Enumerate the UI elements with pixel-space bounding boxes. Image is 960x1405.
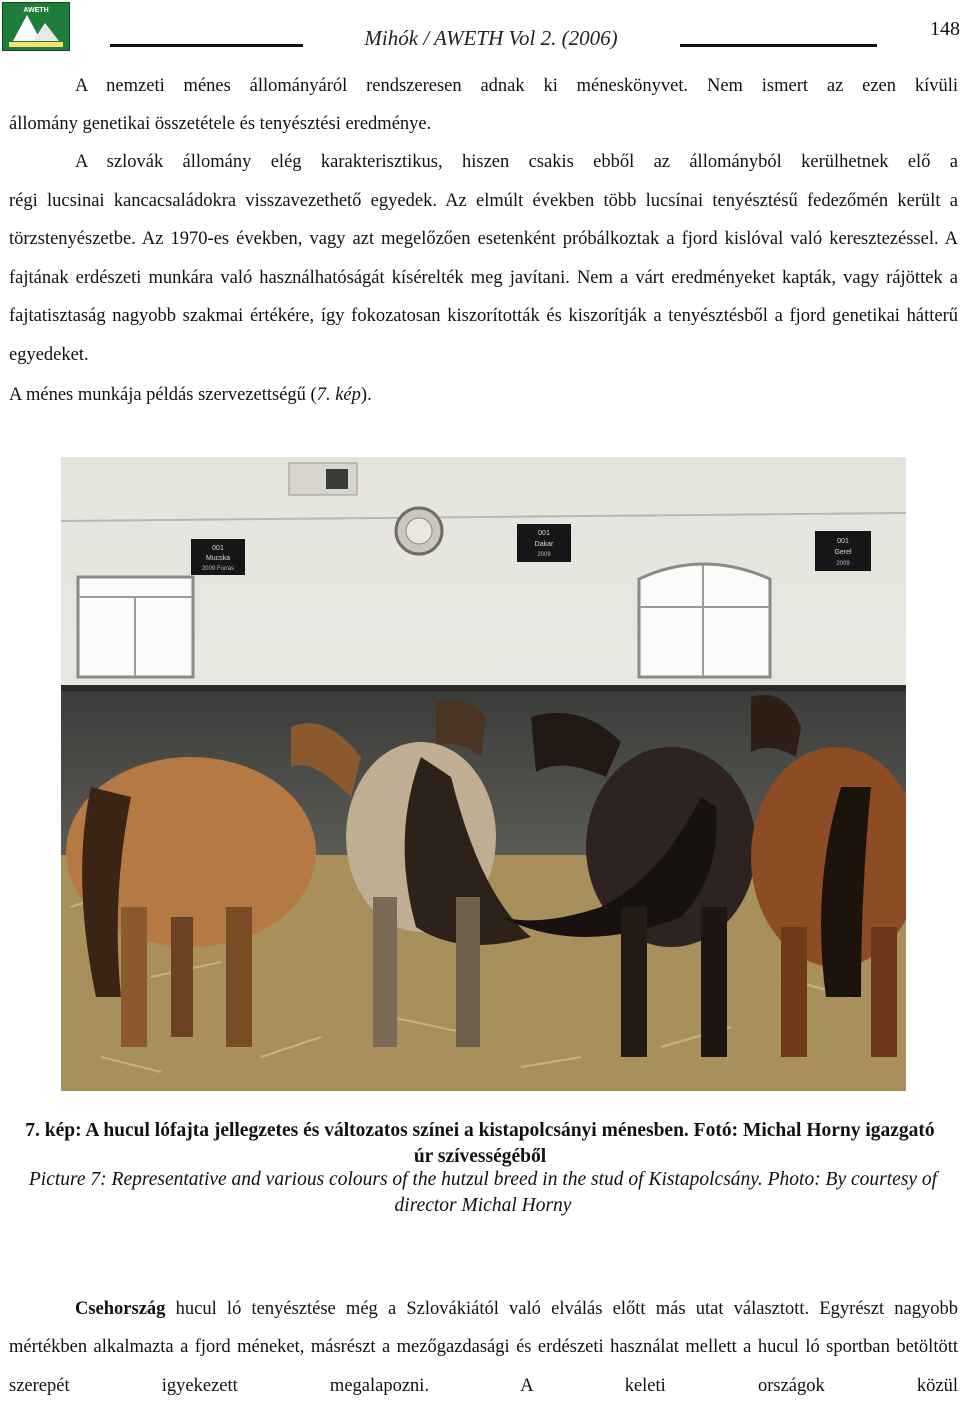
paragraph-1-line-2: állomány genetikai összetétele és tenyésztési eredménye. — [9, 114, 432, 134]
window-right — [639, 564, 770, 677]
logo-text: AWETH — [23, 7, 49, 14]
paragraph-1-line-1: A nemzeti ménes állományáról rendszeresen adnak ki méneskönyvet. Nem ismert az ezen kívüli — [75, 76, 958, 96]
header-rule-left — [110, 44, 303, 47]
country-name-bold: Csehország — [75, 1299, 166, 1319]
name-plaque-2 — [517, 524, 571, 562]
header-rule-right — [680, 44, 877, 47]
svg-text:001: 001 — [837, 538, 849, 545]
paragraph-3-end: ). — [360, 385, 372, 405]
svg-text:001: 001 — [212, 545, 224, 552]
logo-graphic — [3, 3, 69, 50]
figure-reference: 7. kép — [316, 385, 361, 405]
svg-text:Gerel: Gerel — [834, 549, 852, 556]
paragraph-4 — [9, 1290, 958, 1405]
paragraph-2-line-1: A szlovák állomány elég karakterisztikus, hiszen csakis ebből az állományból kerülhetnek elő a — [75, 152, 958, 172]
svg-text:Mucska: Mucska — [205, 555, 231, 562]
svg-text:001: 001 — [538, 530, 550, 537]
horse-stable-photo — [61, 457, 906, 1091]
svg-text:2009: 2009 — [836, 561, 850, 567]
journal-title: Mihók / AWETH Vol 2. (2006) — [364, 26, 618, 50]
journal-logo — [2, 2, 70, 51]
svg-text:2009 Forrás: 2009 Forrás — [201, 566, 235, 572]
figure-caption-hungarian: 7. kép: A hucul lófajta jellegzetes és változatos színei a kistapolcsányi ménesben. Fotó: Michal Horny igazgató úr szívességéből — [25, 1120, 935, 1167]
photo-illustration — [61, 457, 906, 1091]
figure-caption-english: Picture 7: Representative and various colours of the hutzul breed in the stud of Kistapolcsány. Photo: By courtesy of director Michal Horny — [28, 1169, 938, 1216]
paragraph-2-body: régi lucsinai kancacsaládokra visszavezethető egyedek. Az elmúlt években több lucsínai tenyésztésű fedezőmén került a törzstenyészetbe. Az 1970-es években, vagy azt megelőzően esetenként próbálkoztak a fjord kislóval való keresztezéssel. A fajtának erdészeti munkára való használhatóságát kísérelték meg javítani. Nem a várt eredményeket kapták, vagy rájöttek a fajtatisztaság nagyobb szakmai értékére, így fokozatosan kiszorították és kiszorítják a tenyésztésből a fjord genetikai hátterű egyedeket. — [9, 191, 958, 365]
paragraph-3-text: A ménes munkája példás szervezettségű ( — [9, 385, 317, 405]
svg-text:Dakar: Dakar — [534, 541, 554, 548]
svg-text:2009: 2009 — [537, 552, 551, 558]
paragraph-3 — [9, 376, 958, 414]
paragraph-4-body: hucul ló tenyésztése még a Szlovákiától való elválás előtt más utat választott. Egyrészt nagyobb mértékben alkalmazta a fjord méneket, másrészt a mezőgazdasági és erdészeti használat mellett a hucul ló sportban betöltött szerepét igyekezett megalapozni. A keleti országok közül — [9, 1299, 958, 1396]
name-plaque-1 — [191, 539, 245, 575]
name-plaque-3 — [815, 531, 871, 571]
window-left — [78, 577, 193, 677]
page-number: 148 — [930, 18, 960, 40]
